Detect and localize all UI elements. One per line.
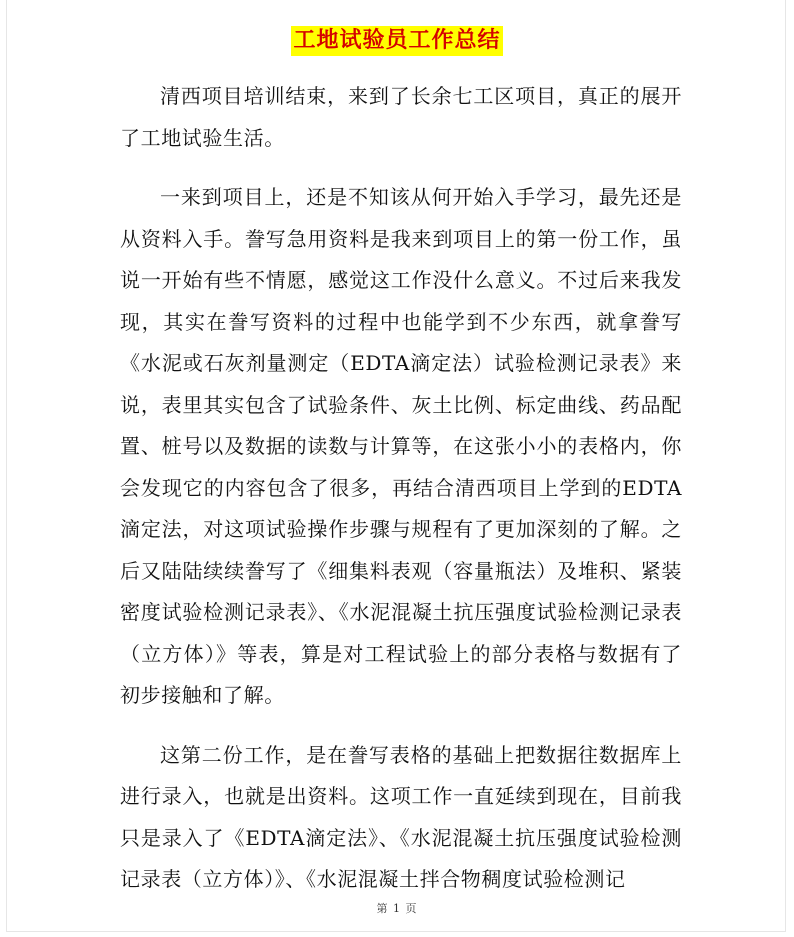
document-title: 工地试验员工作总结 (291, 26, 502, 56)
paragraph-3: 这第二份工作，是在誊写表格的基础上把数据往数据库上进行录入，也就是出资料。这项工作一直延续到现在，目前我只是录入了《EDTA滴定法》、《水泥混凝土抗压强度试验检测记录表（立方体）》、《水泥混凝土拌合物稠度试验检测记 (120, 742, 682, 891)
document-body (120, 76, 682, 919)
title-container (0, 26, 794, 56)
paragraph-1: 清西项目培训结束，来到了长余七工区项目，真正的展开了工地试验生活。 (120, 84, 682, 150)
page-number: 第 1 页 (376, 902, 418, 915)
paragraph-2: 一来到项目上，还是不知该从何开始入手学习，最先还是从资料入手。誊写急用资料是我来到项目上的第一份工作，虽说一开始有些不情愿，感觉这工作没什么意义。不过后来我发现，其实在誊写资料的过程中也能学到不少东西，就拿誊写《水泥或石灰剂量测定（EDTA滴定法）试验检测记录表》来说，表里其实包含了试验条件、灰土比例、标定曲线、药品配置、桩号以及数据的读数与计算等，在这张小小的表格内，你会发现它的内容包含了很多，再结合清西项目上学到的EDTA滴定法，对这项试验操作步骤与规程有了更加深刻的了解。之后又陆陆续续誊写了《细集料表观（容量瓶法）及堆积、紧装密度试验检测记录表》、《水泥混凝土抗压强度试验检测记录表（立方体）》等表，算是对工程试验上的部分表格与数据有了初步接触和了解。 (120, 185, 682, 707)
